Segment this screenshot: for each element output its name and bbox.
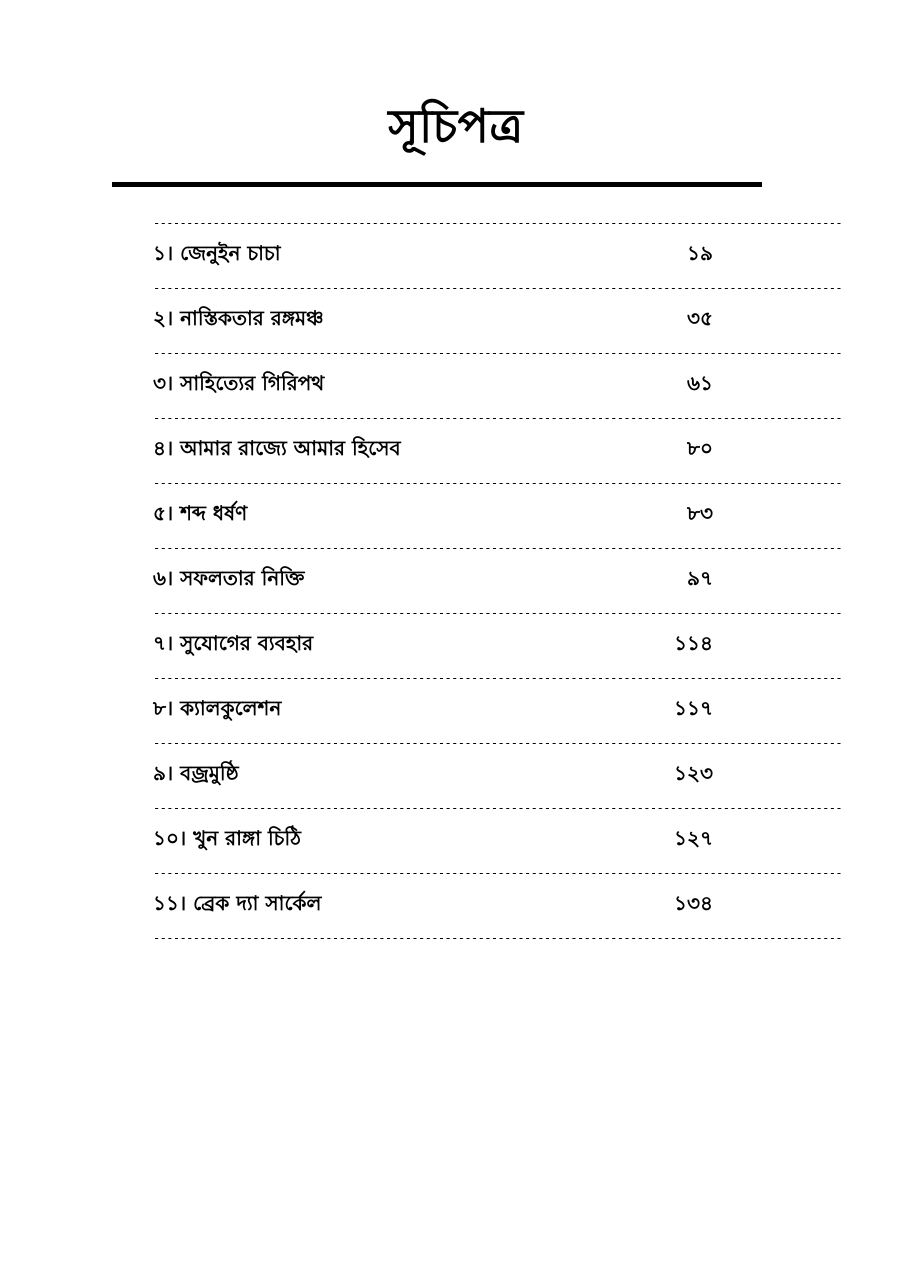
- toc-entry-title: ৬। সফলতার নিক্তি: [153, 566, 305, 590]
- toc-entry-title: ১০। খুন রাঙ্গা চিঠি: [153, 826, 301, 850]
- dotted-separator: --------------------------------------------------------------------------------------------------------: [153, 736, 842, 750]
- toc-entry-title: ১। জেনুইন চাচা: [153, 241, 281, 265]
- dotted-separator: --------------------------------------------------------------------------------------------------------: [153, 866, 842, 880]
- title-underline: [112, 182, 762, 187]
- toc-entry: [153, 555, 713, 606]
- toc-entry: [153, 685, 713, 736]
- toc-entry-page: ৬১: [687, 371, 713, 395]
- dotted-separator: --------------------------------------------------------------------------------------------------------: [153, 931, 842, 945]
- toc-entry-title: ২। নাস্তিকতার রঙ্গমঞ্চ: [153, 306, 324, 330]
- toc-entry: [153, 360, 713, 411]
- toc-entry: [153, 230, 713, 281]
- toc-entry-page: ১১৭: [674, 696, 713, 720]
- toc-entry-page: ১৯: [687, 241, 713, 265]
- toc-entry-title: ৭। সুযোগের ব্যবহার: [153, 631, 314, 655]
- page-title: সূচিপত্র: [388, 99, 524, 153]
- toc-entry-page: ৩৫: [687, 306, 713, 330]
- toc-entry: [153, 295, 713, 346]
- toc-entry-title: ৩। সাহিত্যের গিরিপথ: [153, 371, 325, 395]
- dotted-separator: --------------------------------------------------------------------------------------------------------: [153, 216, 842, 230]
- toc-entry-title: ১১। ব্রেক দ্যা সার্কেল: [153, 891, 322, 915]
- table-of-contents: [153, 216, 842, 945]
- dotted-separator: --------------------------------------------------------------------------------------------------------: [153, 476, 842, 490]
- toc-entry-page: ১১৪: [674, 631, 713, 655]
- toc-entry-page: ৯৭: [687, 566, 713, 590]
- dotted-separator: --------------------------------------------------------------------------------------------------------: [153, 671, 842, 685]
- toc-entry-title: ৪। আমার রাজ্যে আমার হিসেব: [153, 436, 401, 460]
- toc-entry-title: ৫। শব্দ ধর্ষণ: [153, 501, 248, 525]
- toc-entry-page: ৮০: [687, 436, 713, 460]
- toc-entry: [153, 425, 713, 476]
- toc-entry: [153, 815, 713, 866]
- dotted-separator: --------------------------------------------------------------------------------------------------------: [153, 801, 842, 815]
- toc-entry-title: ৯। বজ্রমুষ্ঠি: [153, 761, 239, 785]
- toc-entry-page: ৮৩: [687, 501, 713, 525]
- dotted-separator: --------------------------------------------------------------------------------------------------------: [153, 411, 842, 425]
- toc-entry: [153, 750, 713, 801]
- dotted-separator: --------------------------------------------------------------------------------------------------------: [153, 281, 842, 295]
- dotted-separator: --------------------------------------------------------------------------------------------------------: [153, 541, 842, 555]
- dotted-separator: --------------------------------------------------------------------------------------------------------: [153, 606, 842, 620]
- toc-entry-page: ১২৭: [674, 826, 713, 850]
- toc-entry-title: ৮। ক্যালকুলেশন: [153, 696, 282, 720]
- toc-entry-page: ১৩৪: [674, 891, 713, 915]
- toc-entry: [153, 620, 713, 671]
- toc-entry: [153, 880, 713, 931]
- toc-entry-page: ১২৩: [674, 761, 713, 785]
- dotted-separator: --------------------------------------------------------------------------------------------------------: [153, 346, 842, 360]
- toc-entry: [153, 490, 713, 541]
